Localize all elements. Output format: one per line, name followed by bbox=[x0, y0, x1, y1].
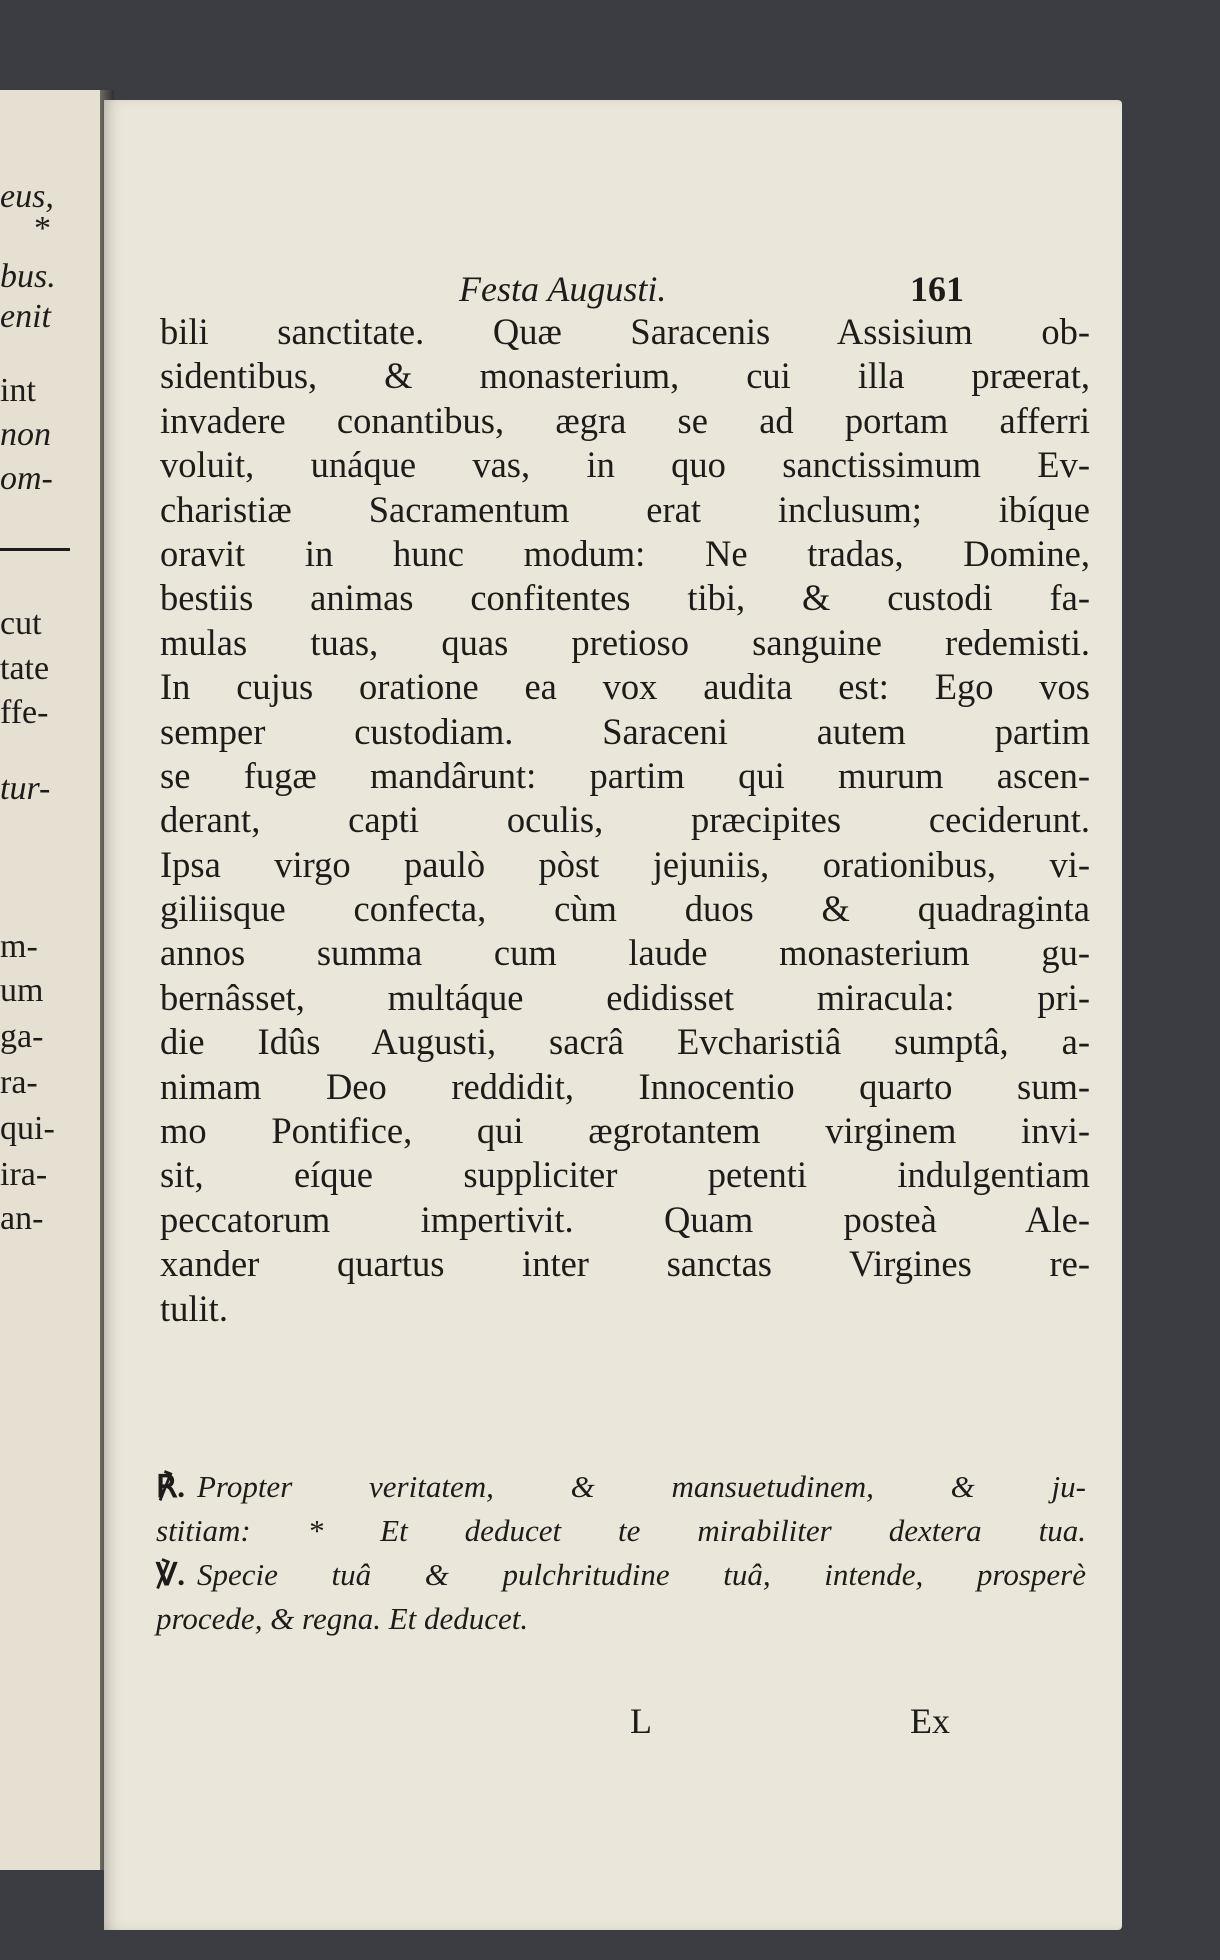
text-line: xander quartus inter sanctas Virgines re- bbox=[160, 1243, 1090, 1285]
responsory bbox=[156, 1465, 1086, 1641]
page-number: 161 bbox=[910, 269, 964, 309]
facing-page-fragment: bus. bbox=[0, 258, 56, 295]
text-line: invadere conantibus, ægra se ad portam afferri bbox=[160, 399, 1090, 441]
text-line: derant, capti oculis, præcipites ceciderunt. bbox=[160, 799, 1090, 841]
catchword: Ex bbox=[910, 1701, 950, 1741]
facing-page-rule bbox=[0, 548, 70, 551]
facing-page-fragment: cut bbox=[0, 605, 42, 642]
text-line: mulas tuas, quas pretioso sanguine redemisti. bbox=[160, 621, 1090, 663]
text-line: oravit in hunc modum: Ne tradas, Domine, bbox=[160, 532, 1090, 574]
text-line: bestiis animas confitentes tibi, & custodi fa- bbox=[160, 577, 1090, 619]
text-line: die Idûs Augusti, sacrâ Evcharistiâ sumptâ, a- bbox=[160, 1021, 1090, 1063]
text-line: charistiæ Sacramentum erat inclusum; ibíque bbox=[160, 488, 1090, 530]
facing-page-fragment: ga- bbox=[0, 1018, 44, 1055]
responsory-line bbox=[156, 1597, 1086, 1641]
text-line: Ipsa virgo paulò pòst jejuniis, orationibus, vi- bbox=[160, 843, 1090, 885]
facing-page-fragment: ffe- bbox=[0, 694, 49, 731]
text-line: nimam Deo reddidit, Innocentio quarto sum- bbox=[160, 1065, 1090, 1107]
responsory-text: Propter veritatem, & mansuetudinem, & ju- bbox=[196, 1469, 1086, 1504]
facing-page-fragment: an- bbox=[0, 1200, 44, 1237]
text-line: annos summa cum laude monasterium gu- bbox=[160, 932, 1090, 974]
facing-page-fragment: ra- bbox=[0, 1064, 38, 1101]
facing-page-edge bbox=[0, 90, 102, 1870]
signature-mark: L bbox=[630, 1701, 652, 1741]
facing-page-fragment: tur- bbox=[0, 770, 51, 807]
page-footer bbox=[104, 1700, 1122, 1750]
responsory-text: procede, & regna. Et deducet. bbox=[156, 1601, 529, 1636]
facing-page-fragment: ira- bbox=[0, 1156, 48, 1193]
text-line: peccatorum impertivit. Quam posteà Ale- bbox=[160, 1198, 1090, 1240]
text-line: voluit, unáque vas, in quo sanctissimum Ev- bbox=[160, 444, 1090, 486]
text-line: semper custodiam. Saraceni autem partim bbox=[160, 710, 1090, 752]
running-title: Festa Augusti. bbox=[459, 269, 667, 309]
text-line: sidentibus, & monasterium, cui illa præerat, bbox=[160, 355, 1090, 397]
text-line: tulit. bbox=[160, 1287, 228, 1329]
facing-page-fragment: enit bbox=[0, 298, 51, 335]
responsory-line bbox=[156, 1465, 1086, 1509]
facing-page-fragment: om- bbox=[0, 460, 53, 497]
responsory-line bbox=[156, 1509, 1086, 1553]
responsory-line bbox=[156, 1553, 1086, 1597]
text-line: In cujus oratione ea vox audita est: Ego vos bbox=[160, 666, 1090, 708]
facing-page-fragment: tate bbox=[0, 650, 50, 687]
responsory-text: stitiam: * Et deducet te mirabiliter dextera tua. bbox=[156, 1513, 1086, 1548]
body-text bbox=[160, 310, 1090, 1331]
facing-page-fragment: eus, bbox=[0, 178, 54, 215]
text-line: giliisque confecta, cùm duos & quadraginta bbox=[160, 888, 1090, 930]
facing-page-fragment: non bbox=[0, 416, 51, 453]
text-line: sit, eíque suppliciter petenti indulgentiam bbox=[160, 1154, 1090, 1196]
responsory-text: Specie tuâ & pulchritudine tuâ, intende, prosperè bbox=[196, 1557, 1086, 1592]
response-symbol: ℟. bbox=[156, 1469, 185, 1504]
text-line: se fugæ mandârunt: partim qui murum ascen- bbox=[160, 754, 1090, 796]
versicle-symbol: ℣. bbox=[156, 1557, 185, 1592]
facing-page-fragment: int bbox=[0, 372, 36, 409]
facing-page-fragment: * bbox=[34, 210, 51, 247]
text-line: bernâsset, multáque edidisset miracula: pri- bbox=[160, 976, 1090, 1018]
text-line: mo Pontifice, qui ægrotantem virginem invi- bbox=[160, 1110, 1090, 1152]
book-page bbox=[104, 100, 1122, 1930]
text-line: bili sanctitate. Quæ Saracenis Assisium ob- bbox=[160, 311, 1090, 352]
facing-page-fragment: um bbox=[0, 972, 44, 1009]
facing-page-fragment: m- bbox=[0, 928, 38, 965]
facing-page-fragment: qui- bbox=[0, 1110, 55, 1147]
